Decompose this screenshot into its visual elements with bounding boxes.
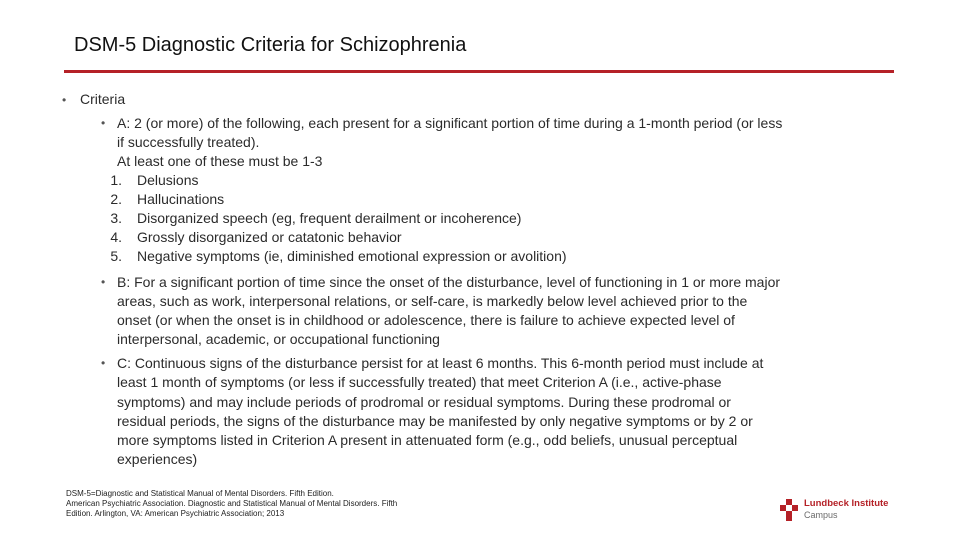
criterion-a-line: At least one of these must be 1-3 — [117, 153, 323, 169]
logo-title: Lundbeck Institute — [804, 498, 889, 509]
slide-title: DSM-5 Diagnostic Criteria for Schizophrenia — [74, 34, 467, 56]
criterion-b-line: interpersonal, academic, or occupational functioning — [117, 331, 440, 347]
bullet-dot: • — [101, 275, 106, 289]
footnote — [66, 489, 397, 519]
criterion-c-line: least 1 month of symptoms (or less if successfully treated) that meet Criterion A (i.e., active-phase — [117, 374, 722, 390]
criterion-c-line: more symptoms listed in Criterion A present in attenuated form (e.g., odd beliefs, unusual perceptual — [117, 432, 738, 448]
criterion-a-line: A: 2 (or more) of the following, each present for a significant portion of time during a 1-month period (or less — [117, 115, 783, 131]
lundbeck-logo — [778, 497, 908, 523]
criterion-c-line: residual periods, the signs of the disturbance may be manifested by only negative symptoms or by 2 or — [117, 413, 753, 429]
criterion-c-line: symptoms) and may include periods of prodromal or residual symptoms. During these prodromal or — [117, 394, 731, 410]
bullet-dot: • — [62, 93, 67, 107]
criterion-b-line: areas, such as work, interpersonal relations, or self-care, is markedly below level achieved prior to the — [117, 293, 748, 309]
list-number: 2. — [110, 191, 122, 207]
criterion-c-line: experiences) — [117, 451, 198, 467]
criterion-b-line: onset (or when the onset is in childhood or adolescence, there is failure to achieve expected level of — [117, 312, 735, 328]
list-item: Delusions — [137, 172, 199, 188]
logo-subtitle: Campus — [804, 510, 838, 520]
bullet-dot: • — [101, 356, 106, 370]
list-item: Grossly disorganized or catatonic behavior — [137, 229, 402, 245]
criterion-a-line: if successfully treated). — [117, 134, 260, 150]
lundbeck-logo-icon — [778, 497, 800, 523]
footnote-line: Edition. Arlington, VA: American Psychiatric Association; 2013 — [66, 509, 285, 518]
criterion-c-line: C: Continuous signs of the disturbance persist for at least 6 months. This 6-month period must include at — [117, 355, 764, 371]
list-number: 1. — [110, 172, 122, 188]
list-number: 3. — [110, 210, 122, 226]
list-item: Disorganized speech (eg, frequent derailment or incoherence) — [137, 210, 522, 226]
list-number: 5. — [110, 248, 122, 264]
footnote-line: American Psychiatric Association. Diagnostic and Statistical Manual of Mental Disorders. Fifth — [66, 499, 398, 508]
footnote-line: DSM-5=Diagnostic and Statistical Manual of Mental Disorders. Fifth Edition. — [66, 489, 334, 498]
criterion-b-line: B: For a significant portion of time since the onset of the disturbance, level of functioning in 1 or more major — [117, 274, 781, 290]
bullet-dot: • — [101, 116, 106, 130]
list-number: 4. — [110, 229, 122, 245]
criteria-heading: Criteria — [80, 91, 126, 107]
list-item: Hallucinations — [137, 191, 225, 207]
title-divider — [64, 70, 894, 73]
list-item: Negative symptoms (ie, diminished emotional expression or avolition) — [137, 248, 567, 264]
